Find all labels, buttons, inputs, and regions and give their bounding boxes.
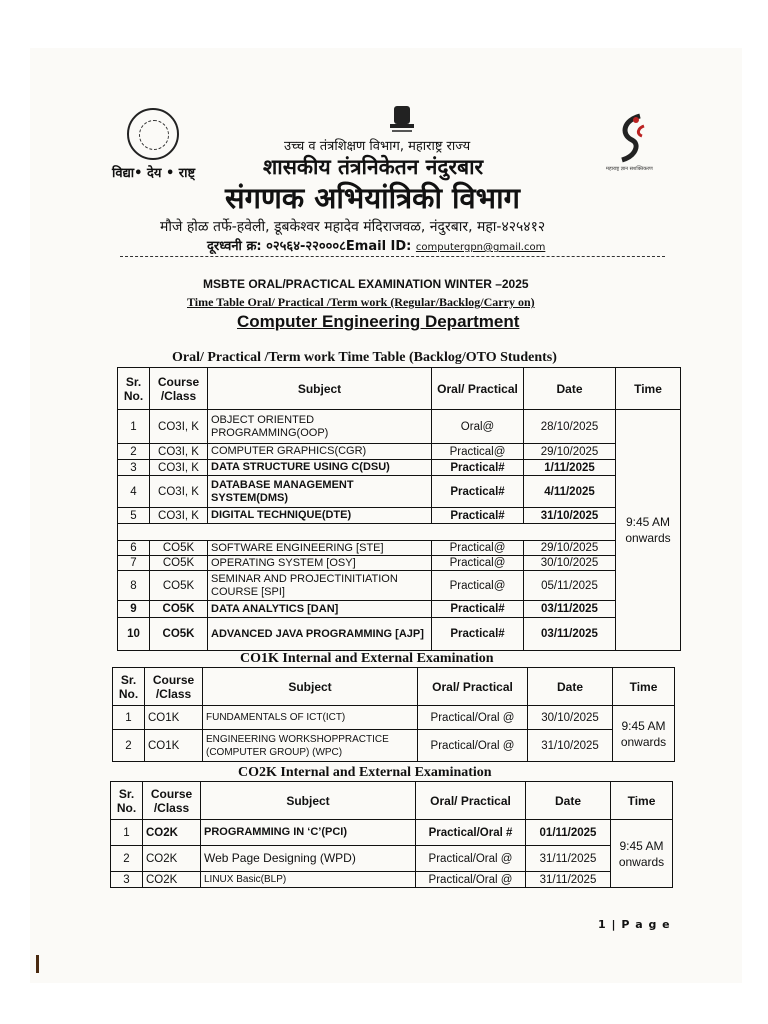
co1k-timetable xyxy=(112,667,675,762)
table-row: 1 CO2K PROGRAMMING IN ‘C’(PCI) Practical/Oral # 01/11/2025 9:45 AM onwards xyxy=(111,820,673,846)
table-row: 5 CO3I, K DIGITAL TECHNIQUE(DTE) Practical# 31/10/2025 xyxy=(118,508,681,524)
institute-address: मौजे होळ तर्फे-हवेली, डूबकेश्वर महादेव मंदिराजवळ, नंदुरबार, महा-४२५४१२ xyxy=(160,219,546,235)
table-row: 7 CO5K OPERATING SYSTEM [OSY] Practical@ 30/10/2025 xyxy=(118,556,681,571)
knowledge-logo-icon xyxy=(610,112,658,166)
table-header-row: Sr. No. Course /Class Subject Oral/ Practical Date Time xyxy=(111,782,673,820)
table-row: 10 CO5K ADVANCED JAVA PROGRAMMING [AJP] Practical# 03/11/2025 xyxy=(118,618,681,651)
table-row: 6 CO5K SOFTWARE ENGINEERING [STE] Practical@ 29/10/2025 xyxy=(118,541,681,556)
page-number: 1 | P a g e xyxy=(598,918,671,931)
institute-emblem-icon xyxy=(127,108,179,160)
table-row: 2 CO2K Web Page Designing (WPD) Practical/Oral @ 31/11/2025 xyxy=(111,846,673,872)
col-subject: Subject xyxy=(208,368,432,410)
phone-number: दूरध्वनी क्र: ०२५६४-२२०००८ xyxy=(207,239,346,254)
contact-line xyxy=(207,236,545,254)
table-header-row xyxy=(118,368,681,410)
table-row: 3 CO2K LINUX Basic(BLP) Practical/Oral @ 31/11/2025 xyxy=(111,872,673,888)
table-separator-row xyxy=(118,524,681,541)
table-row: 2 CO1K ENGINEERING WORKSHOPPRACTICE (COMPUTER GROUP) (WPC) Practical/Oral @ 31/10/2025 xyxy=(113,730,675,762)
email-label: Email ID: xyxy=(345,239,416,254)
table1-title: Oral/ Practical /Term work Time Table (Backlog/OTO Students) xyxy=(172,350,557,365)
col-sr: Sr. No. xyxy=(118,368,150,410)
table-header-row: Sr. No. Course /Class Subject Oral/ Practical Date Time xyxy=(113,668,675,706)
table-row: 1 CO1K FUNDAMENTALS OF ICT(ICT) Practical/Oral @ 30/10/2025 9:45 AM onwards xyxy=(113,706,675,730)
institute-name: शासकीय तंत्रनिकेतन नंदुरबार xyxy=(263,155,484,179)
table2-title: CO1K Internal and External Examination xyxy=(240,651,494,666)
email-link[interactable]: computergpn@gmail.com xyxy=(415,242,546,253)
table-row: 9 CO5K DATA ANALYTICS [DAN] Practical# 03/11/2025 xyxy=(118,601,681,618)
col-course: Course /Class xyxy=(150,368,208,410)
table-row: 8 CO5K SEMINAR AND PROJECTINITIATION COURSE [SPI] Practical@ 05/11/2025 xyxy=(118,571,681,601)
exam-time: 9:45 AM onwards xyxy=(616,410,681,651)
state-emblem-icon xyxy=(382,104,422,136)
table3-title: CO2K Internal and External Examination xyxy=(238,765,492,780)
col-time: Time xyxy=(616,368,681,410)
col-mode: Oral/ Practical xyxy=(432,368,524,410)
table-row: 3 CO3I, K DATA STRUCTURE USING C(DSU) Practical# 1/11/2025 xyxy=(118,460,681,476)
department-title: Computer Engineering Department xyxy=(237,312,520,331)
exam-title: MSBTE ORAL/PRACTICAL EXAMINATION WINTER –2025 xyxy=(203,277,529,291)
col-date: Date xyxy=(524,368,616,410)
scan-mark xyxy=(36,955,39,973)
institute-motto: विद्या• देय • राष्ट् xyxy=(112,166,196,181)
header-divider xyxy=(120,256,665,257)
backlog-timetable xyxy=(117,367,681,651)
header-dept-line: उच्च व तंत्रशिक्षण विभाग, महाराष्ट्र राज्य xyxy=(284,139,471,154)
co2k-timetable xyxy=(110,781,673,888)
logo-caption: महाराष्ट्र ज्ञान सशक्तिकरण xyxy=(606,166,653,172)
exam-time: 9:45 AM onwards xyxy=(613,706,675,762)
table-row: 4 CO3I, K DATABASE MANAGEMENT SYSTEM(DMS) Practical# 4/11/2025 xyxy=(118,476,681,508)
exam-time: 9:45 AM onwards xyxy=(611,820,673,888)
timetable-subtitle: Time Table Oral/ Practical /Term work (Regular/Backlog/Carry on) xyxy=(187,295,535,309)
table-row: 1 CO3I, K OBJECT ORIENTED PROGRAMMING(OOP) Oral@ 28/10/2025 9:45 AM onwards xyxy=(118,410,681,444)
table-row: 2 CO3I, K COMPUTER GRAPHICS(CGR) Practical@ 29/10/2025 xyxy=(118,444,681,460)
department-name: संगणक अभियांत्रिकी विभाग xyxy=(225,181,520,215)
